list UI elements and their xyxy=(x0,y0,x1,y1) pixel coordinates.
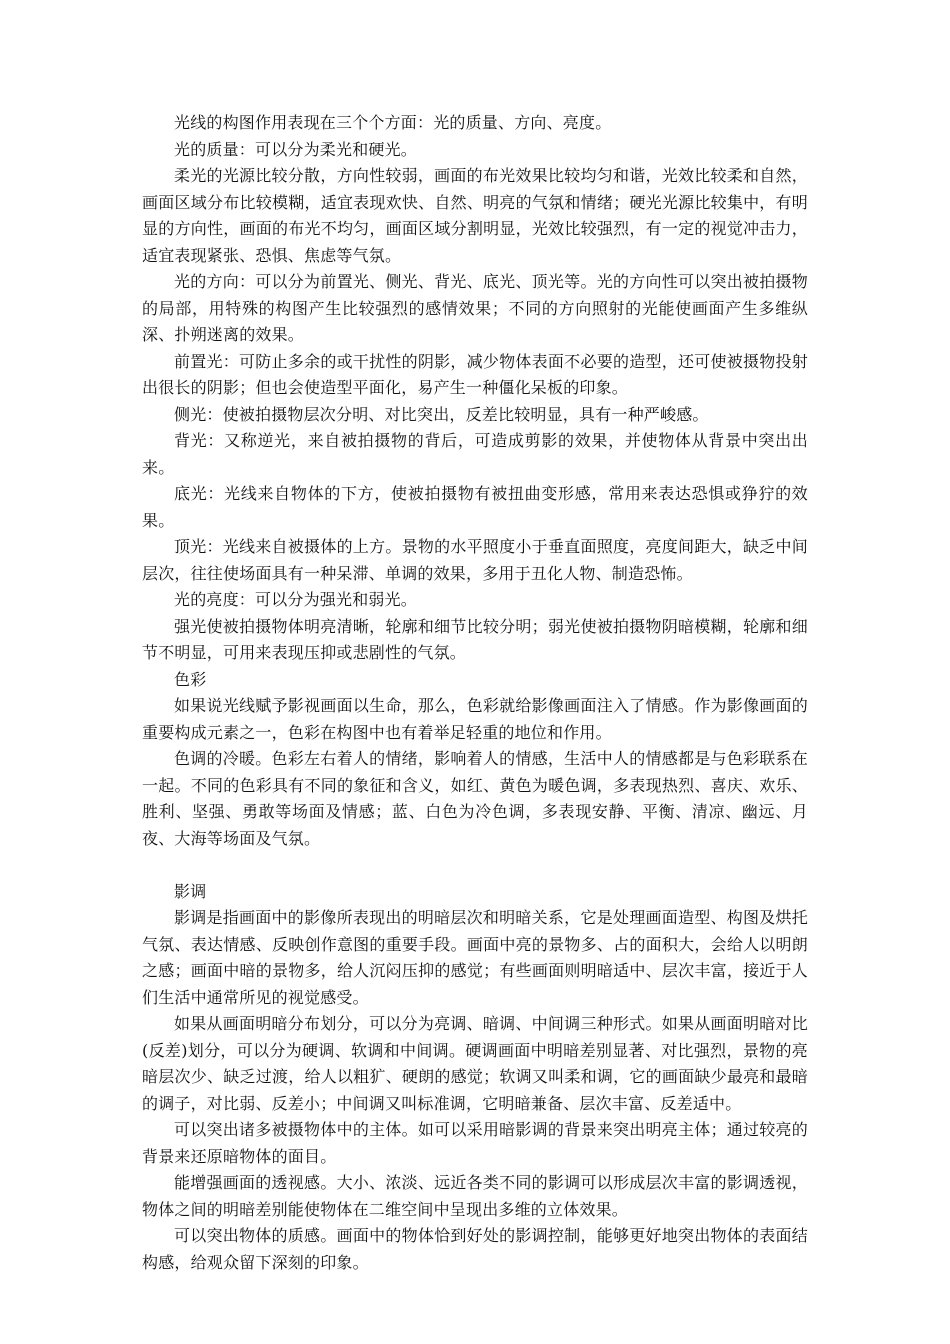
paragraph-bottom-light: 底光：光线来自物体的下方，使被拍摄物有被扭曲变形感，常用来表达恐惧或狰狞的效果。 xyxy=(142,484,808,530)
paragraph-front-light: 前置光：可防止多余的或干扰性的阴影，减少物体表面不必要的造型，还可使被摄物投射出很长的阴影；但也会使造型平面化，易产生一种僵化呆板的印象。 xyxy=(142,351,808,397)
paragraph-strong-weak-light: 强光使被拍摄物体明亮清晰，轮廓和细节比较分明；弱光使被拍摄物阴暗模糊，轮廓和细节不明显，可用来表现压抑或悲剧性的气氛。 xyxy=(142,616,808,662)
paragraph-light-intro: 光线的构图作用表现在三个个方面：光的质量、方向、亮度。 xyxy=(174,113,612,132)
paragraph-color-intro: 如果说光线赋予影视画面以生命，那么，色彩就给影像画面注入了情感。作为影像画面的重要构成元素之一，色彩在构图中也有着举足轻重的地位和作用。 xyxy=(142,696,808,742)
heading-color: 色彩 xyxy=(174,669,207,689)
paragraph-top-light: 顶光：光线来自被摄体的上方。景物的水平照度小于垂直面照度，亮度间距大，缺乏中间层次，往往使场面具有一种呆滞、单调的效果，多用于丑化人物、制造恐怖。 xyxy=(142,537,808,583)
paragraph-light-direction: 光的方向：可以分为前置光、侧光、背光、底光、顶光等。光的方向性可以突出被拍摄物的局部，用特殊的构图产生比较强烈的感情效果；不同的方向照射的光能使画面产生多维纵深、扑朔迷离的效果。 xyxy=(142,272,808,344)
paragraph-tone-subject: 可以突出诸多被摄物体中的主体。如可以采用暗影调的背景来突出明亮主体；通过较亮的背景来还原暗物体的面目。 xyxy=(142,1120,808,1166)
paragraph-soft-hard-light: 柔光的光源比较分散，方向性较弱，画面的布光效果比较均匀和谐，光效比较柔和自然，画面区域分布比较模糊，适宜表现欢快、自然、明亮的气氛和情绪；硬光光源比较集中，有明显的方向性，画面的布光不均匀，画面区域分割明显，光效比较强烈，有一定的视觉冲击力，适宜表现紧张、恐惧、焦虑等气氛。 xyxy=(142,166,808,265)
blank-line xyxy=(142,852,808,879)
paragraph-tone-definition: 影调是指画面中的影像所表现出的明暗层次和明暗关系，它是处理画面造型、构图及烘托气氛、表达情感、反映创作意图的重要手段。画面中亮的景物多、占的面积大，会给人以明朗之感；画面中暗的景物多，给人沉闷压抑的感觉；有些画面则明暗适中、层次丰富，接近于人们生活中通常所见的视觉感受。 xyxy=(142,908,808,1007)
paragraph-light-brightness: 光的亮度：可以分为强光和弱光。 xyxy=(174,590,418,609)
paragraph-side-light: 侧光：使被拍摄物层次分明、对比突出，反差比较明显，具有一种严峻感。 xyxy=(174,404,709,424)
paragraph-color-temperature: 色调的冷暖。色彩左右着人的情绪，影响着人的情感，生活中人的情感都是与色彩联系在一起。不同的色彩具有不同的象征和含义，如红、黄色为暖色调，多表现热烈、喜庆、欢乐、胜利、坚强、勇敢等场面及情感；蓝、白色为冷色调，多表现安静、平衡、清凉、幽远、月夜、大海等场面及气氛。 xyxy=(142,749,808,848)
document-page xyxy=(142,110,808,1276)
paragraph-tone-perspective: 能增强画面的透视感。大小、浓淡、远近各类不同的影调可以形成层次丰富的影调透视，物体之间的明暗差别能使物体在二维空间中呈现出多维的立体效果。 xyxy=(142,1173,808,1219)
paragraph-back-light: 背光：又称逆光，来自被拍摄物的背后，可造成剪影的效果，并使物体从背景中突出出来。 xyxy=(142,431,808,477)
paragraph-light-quality: 光的质量：可以分为柔光和硬光。 xyxy=(174,139,418,159)
heading-tone: 影调 xyxy=(174,881,207,901)
paragraph-tone-texture: 可以突出物体的质感。画面中的物体恰到好处的影调控制，能够更好地突出物体的表面结构感，给观众留下深刻的印象。 xyxy=(142,1226,808,1272)
paragraph-tone-classification: 如果从画面明暗分布划分，可以分为亮调、暗调、中间调三种形式。如果从画面明暗对比(反差)划分，可以分为硬调、软调和中间调。硬调画面中明暗差别显著、对比强烈，景物的亮暗层次少、缺乏过渡，给人以粗犷、硬朗的感觉；软调又叫柔和调，它的画面缺少最亮和最暗的调子，对比弱、反差小；中间调又叫标准调，它明暗兼备、层次丰富、反差适中。 xyxy=(142,1014,808,1113)
